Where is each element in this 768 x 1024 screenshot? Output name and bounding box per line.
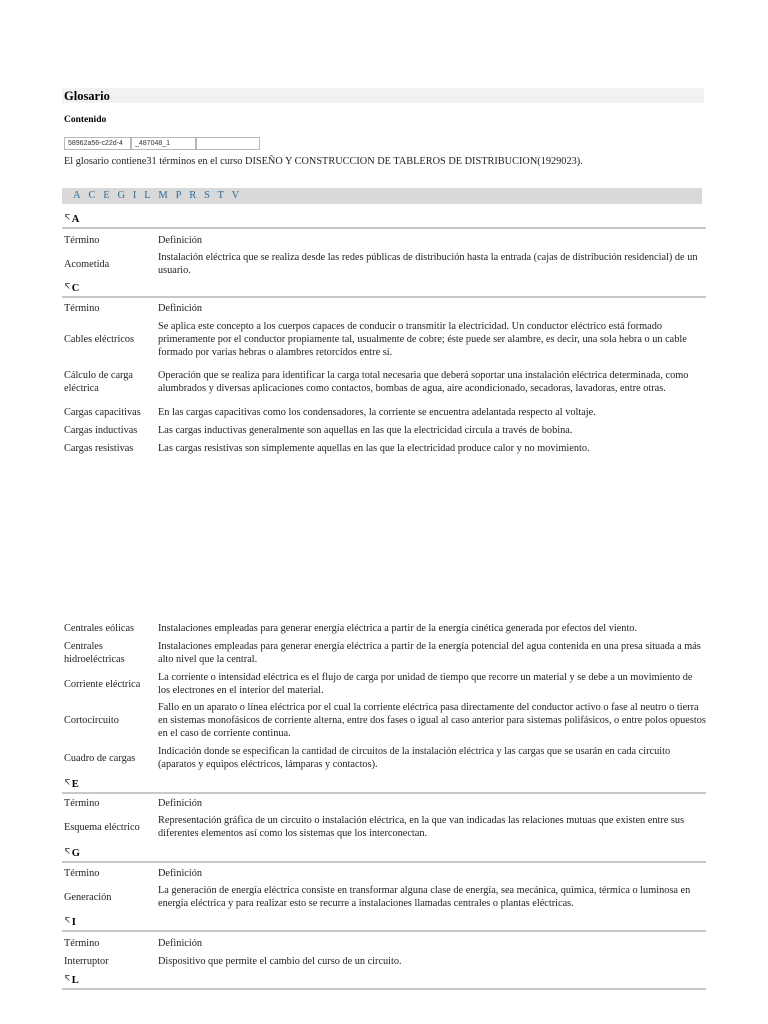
- letter-link-t[interactable]: T: [217, 190, 226, 201]
- page-title: Glosario: [64, 89, 110, 103]
- table-row: [64, 744, 706, 772]
- letter-link-e[interactable]: E: [103, 190, 112, 201]
- section-divider: [62, 227, 706, 229]
- section-letter: C: [71, 283, 80, 294]
- term-cell: Cuadro de cargas: [64, 752, 136, 764]
- section-heading-l: [64, 972, 79, 986]
- section-divider: [62, 296, 706, 298]
- section-heading-e: [64, 776, 79, 790]
- section-letter: A: [71, 214, 80, 225]
- term-cell: Corriente eléctrica: [64, 678, 141, 690]
- letter-link-m[interactable]: M: [158, 190, 170, 201]
- table-row: [64, 621, 706, 636]
- definition-cell: Se aplica este concepto a los cuerpos capaces de conducir o transmitir la electricidad. Un conductor eléctrico está formado primeramente por el conductor propiamente tal, usualmente de cobre; éste puede ser alambre, es decir, una sola hebra o un cable formado por varias hebras o alambres retorcidos entre sí.: [158, 320, 687, 358]
- term-cell: Acometida: [64, 258, 110, 270]
- term-cell: Centrales hidroeléctricas: [64, 641, 125, 665]
- definition-cell: La generación de energía eléctrica consiste en transformar alguna clase de energía, sea mecánica, química, térmica o luminosa en energía eléctrica y para realizar esto se recurre a instalaciones llamadas centrales o plantas eléctricas.: [158, 885, 691, 909]
- definition-cell: Dispositivo que permite el cambio del curso de un circuito.: [158, 956, 402, 967]
- section-heading-i: [64, 914, 76, 928]
- header-term: Término: [64, 234, 100, 246]
- letter-link-s[interactable]: S: [204, 190, 212, 201]
- back-to-top-icon[interactable]: ↸: [64, 847, 71, 856]
- section-divider: [62, 930, 706, 932]
- definition-cell: Las cargas inductivas generalmente son aquellas en las que la electricidad circula a través de bobina.: [158, 425, 573, 436]
- section-heading-g: [64, 845, 80, 859]
- letter-link-i[interactable]: I: [132, 190, 138, 201]
- table-row: [64, 441, 706, 456]
- course-id-field[interactable]: _487048_1: [131, 137, 196, 150]
- section-letter: G: [71, 848, 80, 859]
- table-row: [64, 249, 706, 279]
- definition-cell: Operación que se realiza para identificar la carga total necesaria que deberá soportar una instalación eléctrica determinada, como alumbrados y diversas aplicaciones como contactos, bombas de agua, aire acondicionado, secadoras, lavadoras, entre otras.: [158, 370, 689, 394]
- table-header-row: [64, 301, 706, 315]
- term-cell: Cargas capacitivas: [64, 407, 141, 418]
- definition-cell: En las cargas capacitivas como los condensadores, la corriente se encuentra adelantada respecto al voltaje.: [158, 407, 596, 418]
- header-definition: Definición: [158, 937, 203, 949]
- definition-cell: Las cargas resistivas son simplemente aquellas en las que la electricidad produce calor y no movimiento.: [158, 443, 590, 454]
- term-cell: Centrales eólicas: [64, 623, 135, 634]
- letter-link-r[interactable]: R: [189, 190, 198, 201]
- term-cell: Cálculo de carga eléctrica: [64, 370, 133, 394]
- term-cell: Cables eléctricos: [64, 333, 135, 345]
- header-definition: Definición: [158, 867, 203, 879]
- section-divider: [62, 861, 706, 863]
- title-bar: [62, 88, 704, 103]
- back-to-top-icon[interactable]: ↸: [64, 282, 71, 291]
- table-row: [64, 639, 706, 667]
- header-term: Término: [64, 867, 100, 879]
- section-letter: I: [71, 917, 76, 928]
- table-row: [64, 954, 706, 969]
- letter-link-g[interactable]: G: [117, 190, 127, 201]
- letter-link-a[interactable]: A: [73, 190, 83, 201]
- table-row: [64, 700, 706, 741]
- back-to-top-icon[interactable]: ↸: [64, 974, 71, 983]
- letter-link-l[interactable]: L: [144, 190, 153, 201]
- back-to-top-icon[interactable]: ↸: [64, 778, 71, 787]
- definition-cell: La corriente o intensidad eléctrica es el flujo de carga por unidad de tiempo que recorre un material y se debe a un movimiento de los electrones en el interior del material.: [158, 672, 693, 696]
- section-heading-c: [64, 280, 79, 294]
- header-term: Término: [64, 937, 100, 949]
- term-cell: Cargas inductivas: [64, 425, 138, 436]
- section-letter: L: [71, 975, 79, 986]
- letter-link-p[interactable]: P: [175, 190, 183, 201]
- letter-nav: [62, 188, 702, 204]
- definition-cell: Fallo en un aparato o línea eléctrica por el cual la corriente eléctrica pasa directamente del conductor activo o fase al neutro o tierra en sistemas monofásicos de corriente alterna, entre dos fases o igual al caso anterior para sistemas polifásicos, o entre polos opuestos en el caso de corriente continua.: [158, 702, 706, 739]
- back-to-top-icon[interactable]: ↸: [64, 213, 71, 222]
- back-to-top-icon[interactable]: ↸: [64, 916, 71, 925]
- definition-cell: Representación gráfica de un circuito o instalación eléctrica, en la que van indicadas las relaciones mutuas que existen entre sus diferentes elementos así como los sistemas que los interconectan.: [158, 815, 685, 839]
- table-row: [64, 423, 706, 438]
- table-row: [64, 813, 706, 841]
- term-cell: Cortocircuito: [64, 715, 119, 726]
- glossary-summary: El glosario contiene31 términos en el curso DISEÑO Y CONSTRUCCION DE TABLEROS DE DISTRIBUCION(1929023).: [64, 156, 583, 167]
- header-definition: Definición: [158, 302, 203, 314]
- table-header-row: [64, 936, 706, 950]
- table-row: [64, 362, 706, 402]
- letter-link-c[interactable]: C: [88, 190, 97, 201]
- table-row: [64, 670, 706, 698]
- header-definition: Definición: [158, 797, 203, 809]
- section-heading-a: [64, 211, 79, 225]
- term-cell: Esquema eléctrico: [64, 821, 140, 833]
- letter-link-v[interactable]: V: [231, 190, 241, 201]
- table-header-row: [64, 796, 706, 810]
- contenido-label: Contenido: [64, 115, 107, 125]
- table-row: [64, 318, 706, 360]
- definition-cell: Instalaciones empleadas para generar energía eléctrica a partir de la energía potencial del agua contenida en una presa situada a más alto nivel que la central.: [158, 641, 701, 665]
- term-cell: Cargas resistivas: [64, 443, 134, 454]
- table-row: [64, 405, 706, 420]
- definition-cell: Indicación donde se especifican la cantidad de circuitos de la instalación eléctrica y las cargas que se usarán en cada circuito (aparatos y equipos eléctricos, lámparas y contactos).: [158, 746, 671, 770]
- section-divider: [62, 792, 706, 794]
- table-row: [64, 883, 706, 911]
- blank-field[interactable]: [196, 137, 260, 150]
- header-term: Término: [64, 302, 100, 314]
- definition-cell: Instalación eléctrica que se realiza desde las redes públicas de distribución hasta la entrada (cajas de distribución residencial) de un usuario.: [158, 252, 698, 276]
- header-term: Término: [64, 797, 100, 809]
- section-letter: E: [71, 779, 79, 790]
- header-definition: Definición: [158, 234, 203, 246]
- section-divider: [62, 988, 706, 990]
- definition-cell: Instalaciones empleadas para generar energía eléctrica a partir de la energía cinética generada por efectos del viento.: [158, 623, 638, 634]
- table-header-row: [64, 233, 706, 247]
- content-id-field[interactable]: 58962a56-c22d-4: [64, 137, 131, 150]
- term-cell: Interruptor: [64, 956, 109, 967]
- table-header-row: [64, 866, 706, 880]
- term-cell: Generación: [64, 891, 112, 903]
